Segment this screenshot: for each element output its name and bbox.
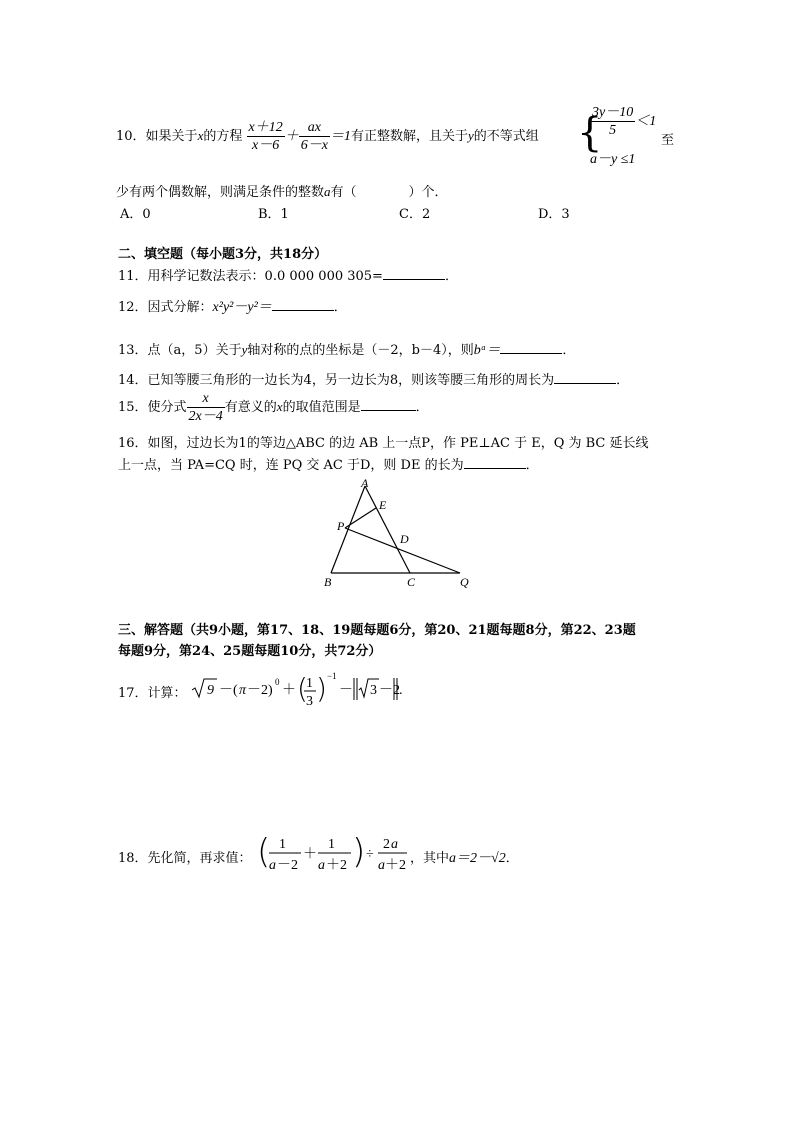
question-11: 11．用科学记数法表示：0.0 000 000 305= ． bbox=[118, 269, 458, 284]
question-16-line1: 16．如图，过边长为1的等边△ABC 的边 AB 上一点P，作 PE⊥AC 于 E，Q 为 BC 延长线 bbox=[118, 436, 649, 451]
section-3-heading-line2: 每题9分，第24、25题每题10分，共72分） bbox=[118, 644, 382, 659]
fraction-q15: $\frac{x}{2x-4}$ bbox=[188, 391, 223, 424]
option-b: B．1 bbox=[258, 207, 289, 222]
question-16-line2: 上一点，当 PA=CQ 时，连 PQ 交 AC 于D，则 DE 的长为 ． bbox=[118, 458, 539, 473]
svg-text:－2: －2 bbox=[379, 683, 400, 698]
question-14: 14．已知等腰三角形的一边长为4，另一边长为8，则该等腰三角形的周长为 ． bbox=[118, 373, 630, 388]
option-d: D．3 bbox=[538, 207, 570, 222]
label-q: Q bbox=[460, 575, 469, 589]
inequality-1: $\frac{3y-10}{5}$ ＜1 bbox=[592, 105, 657, 138]
option-a: A．0 bbox=[120, 207, 151, 222]
question-15: 15．使分式 $\frac{x}{2x-4}$ 有意义的x的取值范围是 ． bbox=[118, 391, 429, 424]
svg-text:3: 3 bbox=[370, 683, 377, 698]
label-e: E bbox=[379, 498, 387, 512]
svg-text:＋: ＋ bbox=[303, 847, 317, 862]
side-ac bbox=[365, 486, 410, 573]
triangle-figure bbox=[320, 476, 480, 591]
svg-text:－2: －2 bbox=[277, 858, 298, 873]
svg-text:(: ( bbox=[257, 832, 271, 872]
question-10-line2: 少有两个偶数解，则满足条件的整数a有（ ）个． bbox=[116, 184, 448, 200]
svg-text:1: 1 bbox=[328, 837, 335, 852]
question-18-label: 18．先化简，再求值： bbox=[118, 851, 252, 866]
section-3-heading-line1: 三、解答题（共9小题，第17、18、19题每题6分，第20、21题每题8分，第22、23题 bbox=[118, 623, 636, 638]
svg-text:＋2: ＋2 bbox=[326, 858, 347, 873]
svg-text:.: . bbox=[399, 683, 403, 698]
label-a: A bbox=[361, 476, 369, 490]
system-brace: { bbox=[577, 110, 603, 156]
svg-text:－(: －( bbox=[219, 683, 238, 698]
svg-text:(: ( bbox=[297, 672, 308, 705]
svg-text:a: a bbox=[318, 858, 325, 873]
question-17-label: 17．计算： bbox=[118, 686, 187, 701]
svg-text:0: 0 bbox=[275, 677, 280, 687]
svg-text:−1: −1 bbox=[327, 671, 337, 681]
question-17-expression bbox=[189, 670, 404, 712]
svg-text:): ) bbox=[316, 672, 327, 705]
svg-text:a: a bbox=[378, 858, 385, 873]
svg-text:π: π bbox=[239, 683, 247, 698]
question-18-where: ，其中a＝2－√2． bbox=[410, 851, 519, 866]
option-c: C．2 bbox=[399, 207, 431, 222]
svg-text:＋2: ＋2 bbox=[385, 858, 406, 873]
fraction-1: $\frac{x+12}{x-6}$ bbox=[248, 120, 283, 153]
svg-text:＋: ＋ bbox=[282, 683, 296, 698]
svg-text:－: － bbox=[339, 683, 353, 698]
svg-text:1: 1 bbox=[279, 837, 286, 852]
svg-text:÷: ÷ bbox=[366, 847, 374, 862]
svg-text:－2): －2) bbox=[247, 683, 273, 698]
label-d: D bbox=[400, 532, 409, 546]
question-12: 12．因式分解：x²y²－y²＝ ． bbox=[118, 300, 347, 315]
question-10-line1: 10．如果关于x的方程 $\frac{x+12}{x-6}$ ＋ $\frac{ax}{6-x}$ ＝1有正整数解，且关于y的不等式组 bbox=[116, 120, 539, 153]
svg-text:a: a bbox=[269, 858, 276, 873]
svg-text:a: a bbox=[391, 837, 398, 852]
label-b: B bbox=[324, 575, 332, 589]
svg-text:2: 2 bbox=[383, 837, 390, 852]
svg-text:3: 3 bbox=[306, 694, 313, 709]
segment-pe bbox=[345, 508, 376, 528]
svg-text:): ) bbox=[352, 832, 366, 872]
label-p: P bbox=[337, 519, 345, 533]
label-c: C bbox=[407, 575, 416, 589]
inequality-2: a－y ≤1 bbox=[590, 152, 636, 167]
question-13: 13．点（a，5）关于y轴对称的点的坐标是（－2，b－4），则bᵃ＝ ． bbox=[118, 342, 576, 358]
svg-text:9: 9 bbox=[207, 683, 214, 698]
svg-text:1: 1 bbox=[306, 676, 313, 691]
fraction-2: $\frac{ax}{6-x}$ bbox=[300, 120, 328, 153]
section-2-heading: 二、填空题（每小题3分，共18分） bbox=[118, 247, 328, 262]
